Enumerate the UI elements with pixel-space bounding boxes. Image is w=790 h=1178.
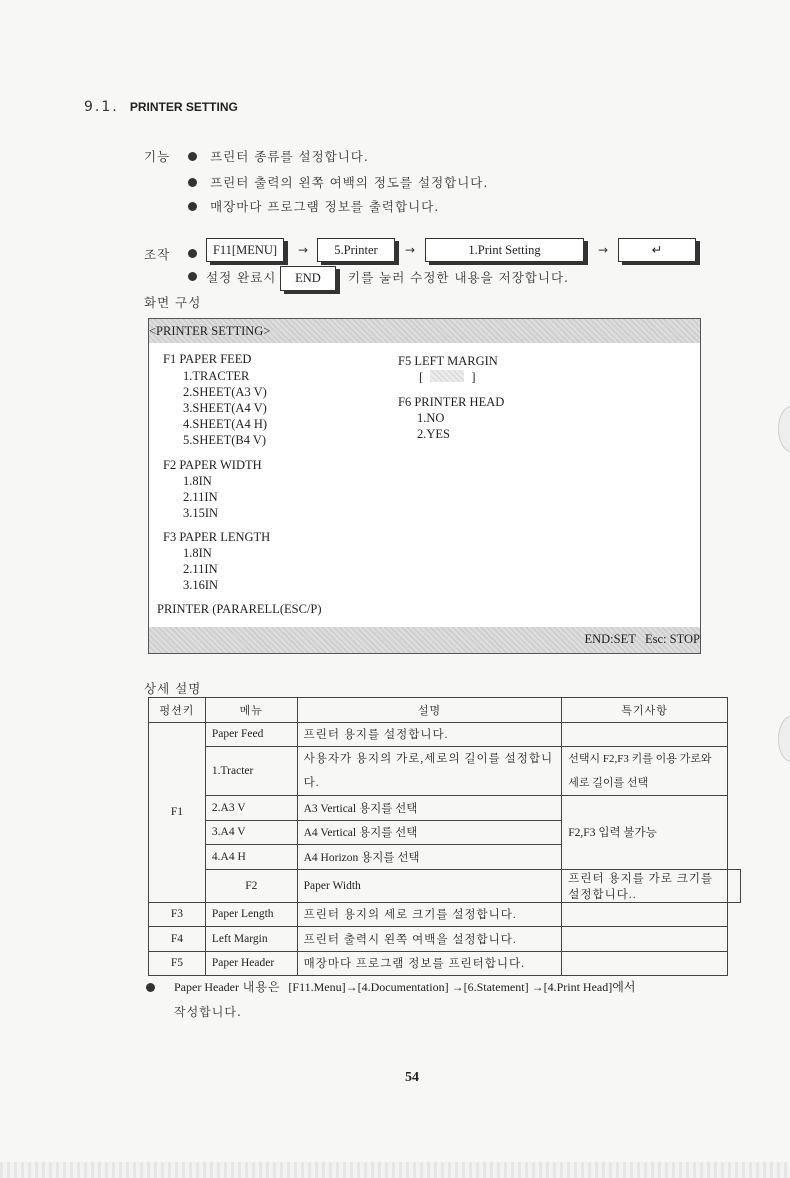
desc-cell: A4 Horizon 용지를 선택 [297,845,562,870]
note-cell [562,951,728,976]
table-row [149,902,741,927]
table-row [149,722,741,747]
f2-title: F2 PAPER WIDTH [163,458,262,472]
bullet-icon [188,272,197,281]
bullet-icon [188,249,197,258]
header-cell: 펑션키 [149,698,206,723]
printer-key: 5.Printer [317,238,395,262]
screen-status-text: END:SET Esc: STOP [584,632,700,646]
field-shade [430,370,464,382]
f2-option: 3.15IN [183,506,219,520]
f3-title: F3 PAPER LENGTH [163,530,271,544]
desc-cell: 프린터 용지의 세로 크기를 설정합니다. [297,902,562,927]
section-number: 9.1. [84,99,119,115]
field-bracket-open: [ [419,370,424,384]
arrow-icon: → [405,243,416,257]
f1-option: 4.SHEET(A4 H) [183,417,268,431]
printer-port: PRINTER (PARARELL(ESC/P) [157,602,322,616]
header-cell: 설명 [297,698,562,723]
desc-cell: A4 Vertical 용지를 선택 [297,820,562,845]
function-key-cell: F2 [205,869,297,902]
table-row [149,927,741,952]
desc-cell: 프린터 출력시 왼쪽 여백을 설정합니다. [297,927,562,952]
function-key-cell: F5 [149,951,206,976]
desc-cell: A3 Vertical 용지를 선택 [297,796,562,821]
f1-option: 1.TRACTER [183,369,250,383]
desc-cell: 프린터 용지를 설정합니다. [297,722,562,747]
note-cell [562,902,728,927]
header-cell: 메뉴 [205,698,297,723]
menu-cell: Paper Width [297,869,562,902]
arrow-icon: → [298,243,309,257]
bullet-icon [188,178,197,187]
menu-cell: Left Margin [205,927,297,952]
note-cell: 선택시 F2,F3 키를 이용 가로와 세로 길이를 선택 [562,747,728,796]
menu-cell: Paper Header [205,951,297,976]
table-row [149,796,741,821]
operation-note-post: 키를 눌러 수정한 내용을 저장합니다. [348,270,569,285]
function-key-cell: F1 [149,722,206,902]
binding-hole [778,716,790,762]
arrow-icon: → [598,243,609,257]
menu-cell: Paper Feed [205,722,297,747]
note-cell [562,927,728,952]
f1-option: 5.SHEET(B4 V) [183,433,267,447]
left-margin-field[interactable] [419,370,476,385]
page-number: 54 [405,1070,419,1085]
f2-option: 2.11IN [183,490,218,504]
function-text: 프린터 출력의 왼쪽 여백의 정도를 설정합니다. [210,175,489,190]
footnote-line [174,978,635,995]
note-cell: F2,F3 입력 불가능 [562,796,728,870]
section-heading [84,96,238,115]
footnote-menu: Paper Header [174,980,239,994]
desc-cell: 사용자가 용지의 가로,세로의 길이를 설정합니다. [297,747,562,796]
table-header-row [149,698,741,723]
desc-cell: 프린터 용지를 가로 크기를 설정합니다.. [562,869,728,902]
function-key-cell: F3 [149,902,206,927]
enter-key: ↵ [618,238,696,262]
f1-title: F1 PAPER FEED [163,352,252,366]
f6-title: F6 PRINTER HEAD [398,395,505,409]
function-key-cell: F4 [149,927,206,952]
footnote-path: [F11.Menu]→[4.Documentation] →[6.Statement] →[4.Print Head]에서 [288,980,636,994]
f3-option: 1.8IN [183,546,212,560]
screen-title: <PRINTER SETTING> [149,324,271,338]
function-item [188,172,488,191]
menu-cell: 3.A4 V [205,820,297,845]
section-title: PRINTER SETTING [129,100,238,114]
scan-edge-strip [0,1162,790,1178]
note-cell [562,722,728,747]
footnote-text-a: 내용은 [242,980,281,994]
f6-option: 1.NO [417,411,445,425]
f1-option: 3.SHEET(A4 V) [183,401,267,415]
menu-cell: 2.A3 V [205,796,297,821]
f5-title: F5 LEFT MARGIN [398,354,498,368]
footnote-text-b: 작성합니다. [174,1005,242,1019]
function-item [188,146,369,165]
f3-option: 3.16IN [183,578,219,592]
f2-option: 1.8IN [183,474,212,488]
print-setting-key: 1.Print Setting [425,238,584,262]
table-row [149,747,741,796]
operation-label: 조작 [144,247,171,262]
f3-option: 2.11IN [183,562,218,576]
detail-table [148,697,741,976]
table-row [149,869,741,902]
menu-key: F11[MENU] [206,238,284,262]
function-text: 프린터 종류를 설정합니다. [210,149,369,164]
f1-option: 2.SHEET(A3 V) [183,385,267,399]
menu-cell: 4.A4 H [205,845,297,870]
binding-hole [778,406,790,452]
printer-setting-screen [148,318,701,654]
menu-cell: Paper Length [205,902,297,927]
table-row [149,951,741,976]
operation-note-pre: 설정 완료시 [206,270,277,285]
note-cell [728,869,741,902]
end-key: END [280,266,336,291]
bullet-icon [188,152,197,161]
detail-label: 상세 설명 [144,681,202,696]
bullet-icon [146,983,155,992]
function-item [188,196,439,215]
function-label: 기능 [144,149,171,164]
bullet-icon [188,202,197,211]
header-cell: 특기사항 [562,698,728,723]
menu-cell: 1.Tracter [205,747,297,796]
field-bracket-close: ] [471,370,476,384]
desc-cell: 매장마다 프로그램 정보를 프린터합니다. [297,951,562,976]
screen-label: 화면 구성 [144,295,202,310]
f6-option: 2.YES [417,427,450,441]
function-text: 매장마다 프로그램 정보를 출력합니다. [210,199,440,214]
